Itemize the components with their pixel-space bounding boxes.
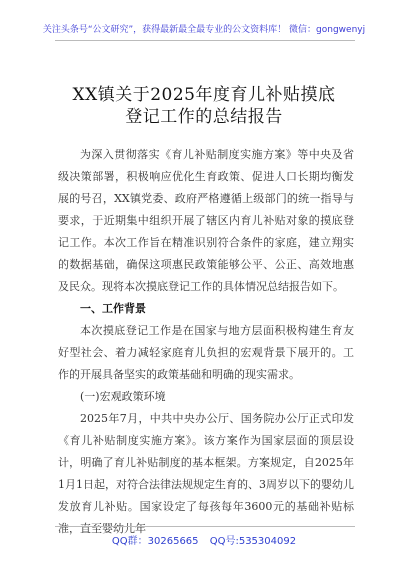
intro-paragraph: 为深入贯彻落实《育儿补贴制度实施方案》等中央及省级决策部署，积极响应优化生育政策、促进人口长期均衡发展的号召，XX镇党委、政府严格遵循上级部门的统一指导与要求，于近期集中组织开展了辖区内育儿补贴对象的摸底登记工作。本次工作旨在精准识别符合条件的家庭，建立翔实的数据基础，确保这项惠民政策能够公平、公正、高效地惠及民众。现将本次摸底登记工作的具体情况总结报告如下。 bbox=[58, 148, 354, 293]
header-divider bbox=[55, 40, 355, 41]
document-body bbox=[58, 144, 354, 540]
subsection-heading-policy: (一)宏观政策环境 bbox=[80, 390, 166, 403]
header-note: 关注头条号“公文研究”，获得最新最全最专业的公文资料库！ 微信：gongwenyj bbox=[42, 25, 366, 35]
document-title bbox=[0, 84, 408, 128]
footer-qq-group: QQ群：30265665 bbox=[111, 536, 199, 547]
title-line-2: 登记工作的总结报告 bbox=[125, 107, 283, 127]
title-line-1: XX镇关于2025年度育儿补贴摸底 bbox=[72, 85, 336, 105]
background-paragraph: 本次摸底登记工作是在国家与地方层面积极构建生育友好型社会、着力减轻家庭育儿负担的宏观背景下展开的。工作的开展具备坚实的政策基础和明确的现实需求。 bbox=[58, 324, 354, 381]
footer-divider bbox=[55, 526, 355, 527]
footer-qq-number: QQ号:535304092 bbox=[209, 536, 297, 547]
section-heading-background: 一、工作背景 bbox=[80, 302, 146, 315]
footer bbox=[0, 532, 408, 547]
policy-paragraph: 2025年7月，中共中央办公厅、国务院办公厅正式印发《育儿补贴制度实施方案》。该方案作为国家层面的顶层设计，明确了育儿补贴制度的基本框架。方案规定，自2025年1月1日起，对符合法律法规规定生育的、3周岁以下的婴幼儿发放育儿补贴。国家设定了每孩每年3600元的基础补贴标准，直至婴幼儿年 bbox=[58, 412, 354, 535]
